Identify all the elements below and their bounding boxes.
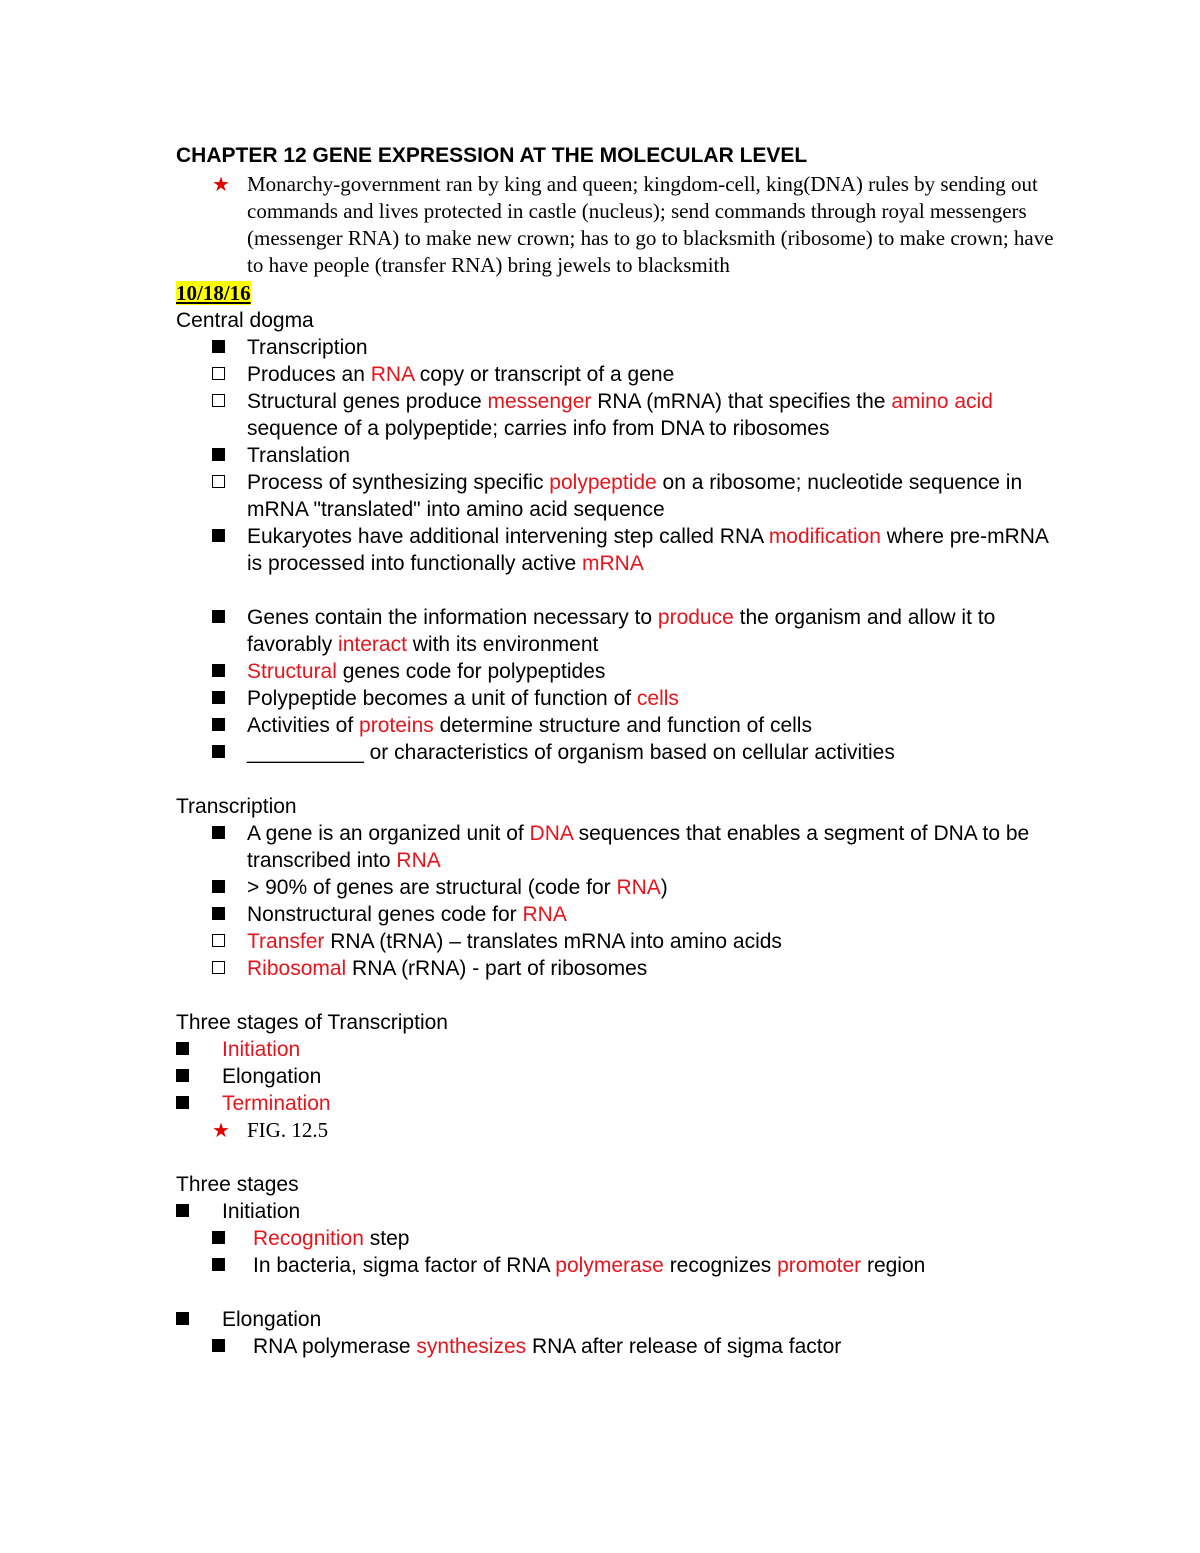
item-text: where pre-mRNA is processed into functionally active	[247, 525, 1048, 575]
filled-square-bullet-icon	[212, 907, 225, 920]
open-square-bullet-icon	[212, 475, 225, 488]
filled-square-bullet-icon	[212, 610, 225, 623]
filled-square-bullet-icon	[212, 718, 225, 731]
open-square-bullet-icon	[212, 934, 225, 947]
list-item	[176, 334, 1056, 361]
highlight-term: messenger	[487, 390, 592, 413]
item-text: RNA polymerase	[253, 1335, 417, 1358]
item-text: Elongation	[222, 1308, 322, 1331]
list-item	[176, 658, 1056, 685]
highlight-term: Structural	[247, 660, 337, 683]
item-text: copy or transcript of a gene	[413, 363, 675, 386]
fig-reference-text: FIG. 12.5	[247, 1118, 329, 1142]
list-item	[176, 1090, 1056, 1117]
filled-square-bullet-icon	[212, 1258, 225, 1271]
highlight-term: Transfer	[247, 930, 325, 953]
highlight-term: polymerase	[555, 1254, 664, 1277]
item-text: sequences that enables a segment of DNA to be transcribed into	[247, 822, 1030, 872]
section-heading-three-stages-of-transcription: Three stages of Transcription	[176, 1011, 448, 1034]
item-text: Produces an	[247, 363, 371, 386]
list-item	[176, 820, 1056, 874]
filled-square-bullet-icon	[212, 1231, 225, 1244]
list-item	[176, 955, 1056, 982]
filled-square-bullet-icon	[176, 1312, 189, 1325]
highlight-term: Termination	[222, 1092, 331, 1115]
highlight-term: cells	[636, 687, 679, 710]
list-item	[176, 442, 1056, 469]
highlight-term: proteins	[359, 714, 434, 737]
item-text: Genes contain the information necessary to	[247, 606, 658, 629]
list-item	[176, 604, 1056, 658]
item-text: step	[363, 1227, 410, 1250]
item-text: RNA after release of sigma factor	[526, 1335, 842, 1358]
filled-square-bullet-icon	[212, 529, 225, 542]
filled-square-bullet-icon	[212, 691, 225, 704]
list-item	[176, 874, 1056, 901]
list-item	[176, 1036, 1056, 1063]
item-text: Transcription	[247, 336, 368, 359]
chapter-title: CHAPTER 12 GENE EXPRESSION AT THE MOLECULAR LEVEL	[176, 144, 808, 167]
highlight-term: promoter	[777, 1254, 862, 1277]
list-item	[176, 361, 1056, 388]
section-heading-three-stages: Three stages	[176, 1173, 299, 1196]
open-square-bullet-icon	[212, 367, 225, 380]
list-item	[176, 928, 1056, 955]
item-text: Polypeptide becomes a unit of function of	[247, 687, 637, 710]
item-text: the organism and allow it to favorably	[247, 606, 996, 656]
highlight-term: RNA	[396, 849, 441, 872]
highlight-term: modification	[768, 525, 881, 548]
item-text: sequence of a polypeptide; carries info from DNA to ribosomes	[247, 417, 830, 440]
item-text: Process of synthesizing specific	[247, 471, 550, 494]
filled-square-bullet-icon	[212, 745, 225, 758]
highlight-term: DNA	[529, 822, 573, 845]
filled-square-bullet-icon	[176, 1069, 189, 1082]
list-item	[176, 1063, 1056, 1090]
highlight-term: RNA	[522, 903, 567, 926]
item-text: on a ribosome; nucleotide sequence in mRNA "translated" into amino acid sequence	[247, 471, 1023, 521]
list-item	[176, 712, 1056, 739]
filled-square-bullet-icon	[212, 664, 225, 677]
analogy-text: Monarchy-government ran by king and queen; kingdom-cell, king(DNA) rules by sending out commands and lives protected in castle (nucleus); send commands through royal messengers (messenger RNA) to make new crown; has to go to blacksmith (ribosome) to make crown; have to have people (transfer RNA) bring jewels to blacksmith	[247, 172, 1054, 277]
section-heading-central-dogma: Central dogma	[176, 309, 314, 332]
list-item	[176, 469, 1056, 523]
filled-square-bullet-icon	[176, 1096, 189, 1109]
red-star-icon: ★	[212, 1118, 230, 1142]
section-heading-transcription: Transcription	[176, 795, 297, 818]
list-item	[176, 1225, 1056, 1252]
analogy-item	[176, 171, 1056, 279]
red-star-icon: ★	[212, 172, 230, 196]
open-square-bullet-icon	[212, 394, 225, 407]
list-item	[176, 1252, 1056, 1279]
filled-square-bullet-icon	[212, 340, 225, 353]
fig-reference-item	[176, 1117, 1056, 1144]
list-item	[176, 388, 1056, 442]
list-item	[176, 1198, 1056, 1225]
filled-square-bullet-icon	[212, 826, 225, 839]
item-text: region	[861, 1254, 926, 1277]
highlight-term: mRNA	[582, 552, 644, 575]
document-page	[176, 141, 1056, 1360]
list-item	[176, 1306, 1056, 1333]
highlight-term: RNA	[370, 363, 414, 386]
list-item	[176, 901, 1056, 928]
highlight-term: RNA	[616, 876, 661, 899]
filled-square-bullet-icon	[176, 1204, 189, 1217]
highlight-term: Initiation	[222, 1038, 301, 1061]
item-text: )	[660, 876, 668, 899]
highlight-term: synthesizes	[416, 1335, 527, 1358]
item-text: determine structure and function of cells	[433, 714, 812, 737]
filled-square-bullet-icon	[176, 1042, 189, 1055]
item-text: Nonstructural genes code for	[247, 903, 523, 926]
date-heading	[176, 280, 1056, 307]
highlight-term: interact	[338, 633, 407, 656]
item-text: In bacteria, sigma factor of RNA	[253, 1254, 556, 1277]
item-text: A gene is an organized unit of	[247, 822, 530, 845]
item-text: RNA (mRNA) that specifies the	[591, 390, 892, 413]
highlight-term: Ribosomal	[247, 957, 347, 980]
date-text: 10/18/16	[176, 281, 251, 305]
item-text: > 90% of genes are structural (code for	[247, 876, 617, 899]
item-text: Structural genes produce	[247, 390, 488, 413]
list-item	[176, 685, 1056, 712]
filled-square-bullet-icon	[212, 1339, 225, 1352]
item-text: __________ or characteristics of organism based on cellular activities	[247, 741, 895, 764]
item-text: Initiation	[222, 1200, 301, 1223]
item-text: genes code for polypeptides	[336, 660, 606, 683]
list-item	[176, 523, 1056, 577]
item-text: with its environment	[406, 633, 599, 656]
item-text: Translation	[247, 444, 351, 467]
item-text: Eukaryotes have additional intervening step called RNA	[247, 525, 769, 548]
item-text: Activities of	[247, 714, 360, 737]
highlight-term: Recognition	[253, 1227, 364, 1250]
highlight-term: produce	[657, 606, 734, 629]
list-item	[176, 1333, 1056, 1360]
highlight-term: polypeptide	[549, 471, 657, 494]
item-text: Elongation	[222, 1065, 322, 1088]
filled-square-bullet-icon	[212, 880, 225, 893]
open-square-bullet-icon	[212, 961, 225, 974]
item-text: RNA (rRNA) - part of ribosomes	[346, 957, 648, 980]
item-text: RNA (tRNA) – translates mRNA into amino acids	[324, 930, 782, 953]
item-text: recognizes	[663, 1254, 778, 1277]
list-item	[176, 739, 1056, 766]
highlight-term: amino acid	[891, 390, 993, 413]
filled-square-bullet-icon	[212, 448, 225, 461]
